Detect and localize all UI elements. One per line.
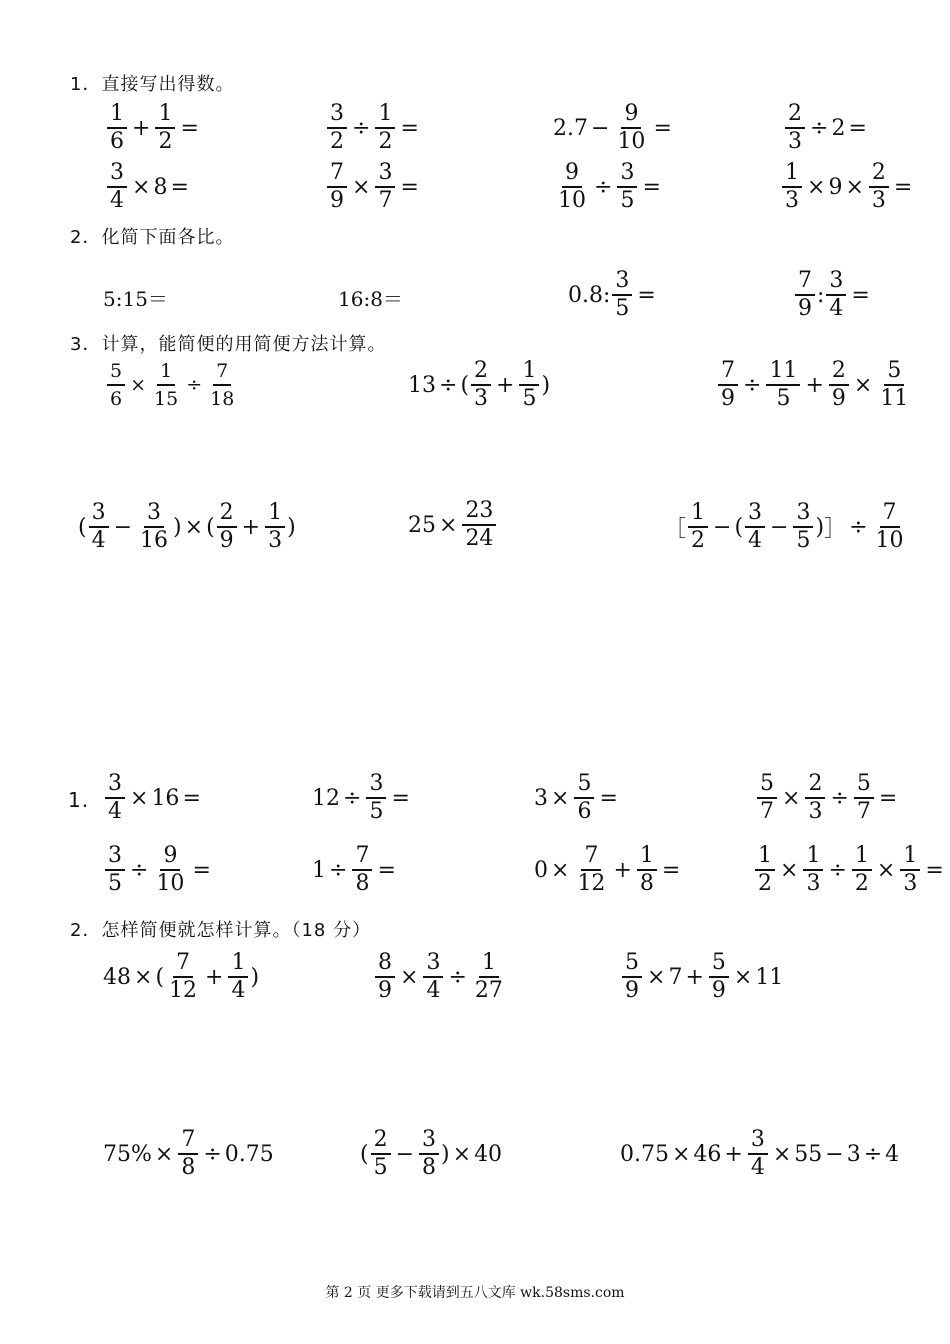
calc-5: 25 × $\frac{23}{24}$ [408,498,498,552]
fraction: $\frac{1}{3}$ [782,160,802,214]
calc-1: $\frac{5}{6}$ × $\frac{1}{15}$ ÷ $\frac{7}{18}$ [105,358,239,412]
calc-3: $\frac{7}{9}$ ÷ $\frac{11}{5}$ + $\frac{2}{9}$ × $\frac{5}{11}$ [716,358,913,412]
expr-1-8: $\frac{1}{3}$ × 9 × $\frac{2}{3}$ = [780,160,915,214]
p2-calc-5: ( $\frac{2}{5}$ − $\frac{3}{8}$ ) × 40 [360,1127,503,1180]
fraction: $\frac{1}{2}$ [852,843,872,897]
fraction: $\frac{7}{9}$ [795,268,815,322]
fraction: $\frac{1}{3}$ [803,843,823,897]
p2-q2-number: 2． [70,920,102,941]
fraction: $\frac{3}{7}$ [375,160,395,214]
p2-calc-1: 48 × ( $\frac{7}{12}$ + $\frac{1}{4}$ ) [103,950,260,1003]
fraction: $\frac{3}{2}$ [327,101,347,155]
fraction: $\frac{2}{5}$ [371,1127,391,1181]
fraction: $\frac{9}{10}$ [558,160,586,213]
fraction: $\frac{7}{12}$ [169,950,198,1003]
fraction: $\frac{3}{4}$ [423,950,443,1004]
fraction: $\frac{1}{2}$ [375,101,395,155]
fraction: $\frac{5}{6}$ [107,358,125,412]
fraction: $\frac{1}{4}$ [228,950,248,1004]
p1-q1-number: 1． [70,74,102,95]
fraction: $\frac{3}{5}$ [612,268,632,322]
p2-expr-4: $\frac{5}{7}$ × $\frac{2}{3}$ ÷ $\frac{5}{7}$ = [755,771,900,825]
fraction: $\frac{3}{4}$ [748,1127,768,1181]
p2-expr-3: 3 × $\frac{5}{6}$ = [534,771,618,824]
p2-expr-2: 12 ÷ $\frac{3}{5}$ = [312,771,410,824]
p2-expr-1: $\frac{3}{4}$ × 16 = [103,771,204,825]
fraction: $\frac{1}{5}$ [519,358,539,412]
page-footer: 第 2 页 更多下载请到五八文库 wk.58sms.com [325,1285,625,1301]
fraction: $\frac{23}{24}$ [462,498,496,552]
fraction: $\frac{3}{4}$ [107,160,127,214]
p1-q1-heading [70,70,234,96]
fraction: $\frac{7}{9}$ [718,358,738,412]
fraction: $\frac{2}{9}$ [217,500,237,554]
p2-q1-number: 1. [68,788,90,812]
fraction: $\frac{2}{3}$ [805,771,825,825]
fraction: $\frac{5}{9}$ [709,950,729,1004]
fraction: $\frac{1}{27}$ [474,950,503,1003]
calc-4: ( $\frac{3}{4}$ − $\frac{3}{16}$ ) × ( $\frac{2}{9}$ + $\frac{1}{3}$ ) [78,500,296,553]
fraction: $\frac{5}{11}$ [880,358,909,411]
expr-1-3: 2.7 − $\frac{9}{10}$ = [553,101,672,154]
fraction: $\frac{2}{3}$ [869,160,889,214]
p2-expr-8: $\frac{1}{2}$ × $\frac{1}{3}$ ÷ $\frac{1}{2}$ × $\frac{1}{3}$ = [753,843,947,897]
p2-q2-title: 怎样简便就怎样计算。（18 分） [101,920,372,941]
p2-calc-3: $\frac{5}{9}$ × 7 + $\frac{5}{9}$ × 11 [620,950,783,1004]
fraction: $\frac{3}{8}$ [419,1127,439,1181]
fraction: $\frac{1}{6}$ [107,101,127,155]
p1-q1-title: 直接写出得数。 [101,74,235,95]
fraction: $\frac{5}{7}$ [854,771,874,825]
expr-1-5: $\frac{3}{4}$ × 8 = [105,160,192,214]
p1-q2-title: 化简下面各比。 [101,227,235,248]
fraction: $\frac{3}{4}$ [745,500,765,554]
fraction: $\frac{1}{15}$ [154,360,179,410]
fraction: $\frac{7}{10}$ [875,500,904,553]
fraction: $\frac{5}{9}$ [622,950,642,1004]
fraction: $\frac{3}{4}$ [826,268,846,322]
fraction: $\frac{7}{8}$ [178,1127,198,1181]
fraction: $\frac{9}{10}$ [617,101,646,154]
fraction: $\frac{2}{3}$ [785,101,805,155]
fraction: $\frac{2}{3}$ [471,358,491,412]
ratio-2: 16:8＝ [338,287,403,311]
fraction: $\frac{1}{2}$ [155,101,175,155]
p2-expr-7: 0 × $\frac{7}{12}$ + $\frac{1}{8}$ = [534,843,681,896]
expr-1-7: $\frac{9}{10}$ ÷ $\frac{3}{5}$ = [553,160,664,214]
fraction: $\frac{1}{3}$ [265,500,285,554]
fraction: $\frac{5}{6}$ [574,771,594,825]
fraction: $\frac{1}{2}$ [755,843,775,897]
fraction: $\frac{7}{18}$ [210,360,235,410]
p2-expr-6: 1 ÷ $\frac{7}{8}$ = [312,843,396,896]
p2-calc-2: $\frac{8}{9}$ × $\frac{3}{4}$ ÷ $\frac{1}{27}$ [373,950,508,1004]
p2-expr-5: $\frac{3}{5}$ ÷ $\frac{9}{10}$ = [103,843,214,897]
fraction: $\frac{3}{5}$ [105,843,125,897]
p1-q2-heading [70,223,234,249]
fraction: $\frac{3}{4}$ [105,771,125,825]
fraction: $\frac{8}{9}$ [375,950,395,1004]
calc-6: ［ $\frac{1}{2}$ − ( $\frac{3}{4}$ − $\frac{3}{5}$ ) ］ ÷ $\frac{7}{10}$ [664,500,909,554]
fraction: $\frac{3}{5}$ [793,500,813,554]
p2-q2-heading [70,916,371,942]
ratio-4: $\frac{7}{9}$ : $\frac{3}{4}$ = [793,268,873,322]
fraction: $\frac{7}{8}$ [352,843,372,897]
fraction: $\frac{7}{12}$ [577,843,606,896]
p1-q2-number: 2． [70,227,102,248]
fraction: $\frac{3}{5}$ [366,771,386,825]
expr-1-2: $\frac{3}{2}$ ÷ $\frac{1}{2}$ = [325,101,422,155]
p1-q3-heading [70,330,386,356]
p1-q3-title: 计算，能简便的用简便方法计算。 [101,334,387,355]
fraction: $\frac{3}{4}$ [89,500,109,554]
ratio-1: 5:15＝ [103,287,168,311]
p1-q3-number: 3． [70,334,102,355]
p2-calc-6: 0.75 × 46 + $\frac{3}{4}$ × 55 − 3 ÷ 4 [620,1127,900,1180]
calc-2: 13 ÷ ( $\frac{2}{3}$ + $\frac{1}{5}$ ) [408,358,551,411]
fraction: $\frac{1}{8}$ [637,843,657,897]
fraction: $\frac{1}{3}$ [900,843,920,897]
fraction: $\frac{9}{10}$ [156,843,185,896]
expr-1-1: $\frac{1}{6}$ + $\frac{1}{2}$ = [105,101,202,155]
fraction: $\frac{1}{2}$ [688,500,708,554]
expr-1-4: $\frac{2}{3}$ ÷ 2 = [783,101,870,155]
expr-1-6: $\frac{7}{9}$ × $\frac{3}{7}$ = [325,160,422,214]
fraction: $\frac{2}{9}$ [829,358,849,412]
fraction: $\frac{7}{9}$ [327,160,347,214]
fraction: $\frac{11}{5}$ [766,358,800,412]
ratio-3: 0.8 : $\frac{3}{5}$ = [568,268,656,321]
fraction: $\frac{3}{5}$ [617,160,637,214]
p2-calc-4: 75 % × $\frac{7}{8}$ ÷ 0.75 [103,1127,274,1180]
fraction: $\frac{5}{7}$ [757,771,777,825]
fraction: $\frac{3}{16}$ [140,500,169,553]
